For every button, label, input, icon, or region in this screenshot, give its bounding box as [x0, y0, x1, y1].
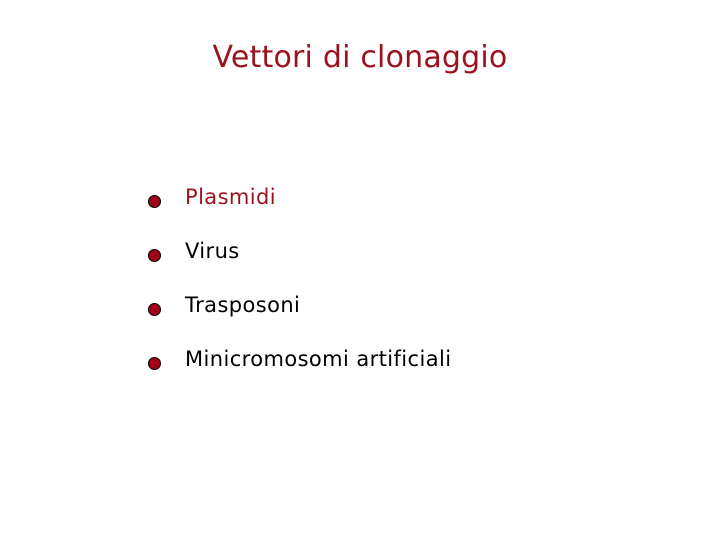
- bullet-label: Minicromosomi artificiali: [185, 347, 452, 371]
- bullet-dot-icon: [148, 303, 161, 316]
- bullet-dot-icon: [148, 195, 161, 208]
- bullet-label: Trasposoni: [185, 293, 301, 317]
- slide-title: Vettori di clonaggio: [212, 40, 508, 75]
- bullet-dot-icon: [148, 249, 161, 262]
- bullet-label: Virus: [185, 239, 240, 263]
- bullet-dot-icon: [148, 357, 161, 370]
- bullet-label: Plasmidi: [185, 185, 276, 209]
